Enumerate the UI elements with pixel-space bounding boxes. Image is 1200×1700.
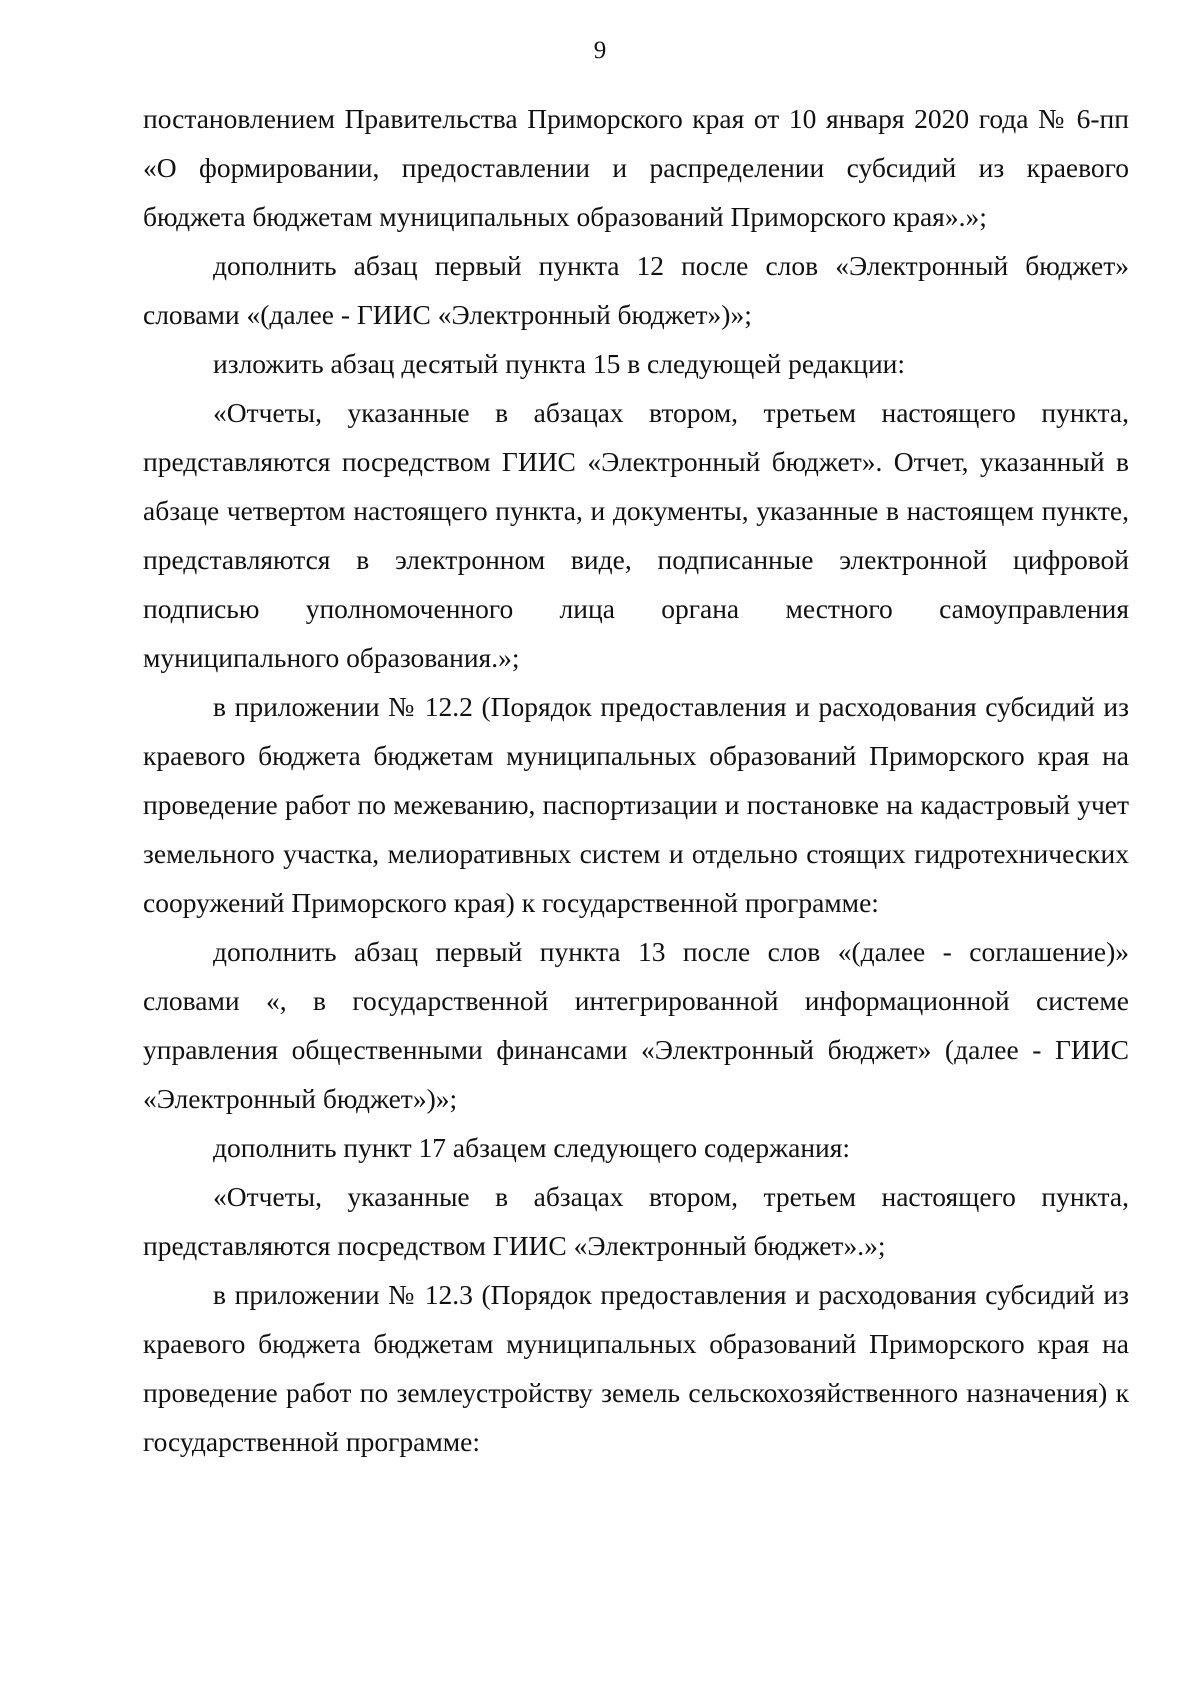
paragraph-reports-quote-2: «Отчеты, указанные в абзацах втором, третьем настоящего пункта, представляются посредством ГИИС «Электронный бюджет».»; [143, 1181, 1129, 1261]
paragraph-appendix-12-3: в приложении № 12.3 (Порядок предоставления и расходования субсидий из краевого бюджета бюджетам муниципальных образований Приморского края на проведение работ по землеустройству земель сельскохозяйственного назначения) к государственной программе: [143, 1279, 1129, 1457]
document-body [143, 94, 1129, 1466]
paragraph-amend-item-17: дополнить пункт 17 абзацем следующего содержания: [213, 1132, 851, 1163]
paragraph-reports-quote: «Отчеты, указанные в абзацах втором, третьем настоящего пункта, представляются посредством ГИИС «Электронный бюджет». Отчет, указанный в абзаце четвертом настоящего пункта, и документы, указанные в настоящем пункте, представляются в электронном виде, подписанные электронной цифровой подписью уполномоченного лица органа местного самоуправления муниципального образования.»; [143, 397, 1129, 673]
paragraph-restate-item-15: изложить абзац десятый пункта 15 в следующей редакции: [213, 348, 906, 379]
paragraph-amend-item-12: дополнить абзац первый пункта 12 после слов «Электронный бюджет» словами «(далее - ГИИС «Электронный бюджет»)»; [143, 250, 1129, 330]
paragraph-amend-item-13: дополнить абзац первый пункта 13 после слов «(далее - соглашение)» словами «, в государственной интегрированной информационной системе управления общественными финансами «Электронный бюджет» (далее - ГИИС «Электронный бюджет»)»; [143, 936, 1129, 1114]
page-number: 9 [593, 37, 607, 64]
paragraph-continuation: постановлением Правительства Приморского края от 10 января 2020 года № 6-пп «О формировании, предоставлении и распределении субсидий из краевого бюджета бюджетам муниципальных образований Приморского края».»; [143, 103, 1129, 232]
paragraph-appendix-12-2: в приложении № 12.2 (Порядок предоставления и расходования субсидий из краевого бюджета бюджетам муниципальных образований Приморского края на проведение работ по межеванию, паспортизации и постановке на кадастровый учет земельного участка, мелиоративных систем и отдельно стоящих гидротехнических сооружений Приморского края) к государственной программе: [143, 691, 1129, 918]
